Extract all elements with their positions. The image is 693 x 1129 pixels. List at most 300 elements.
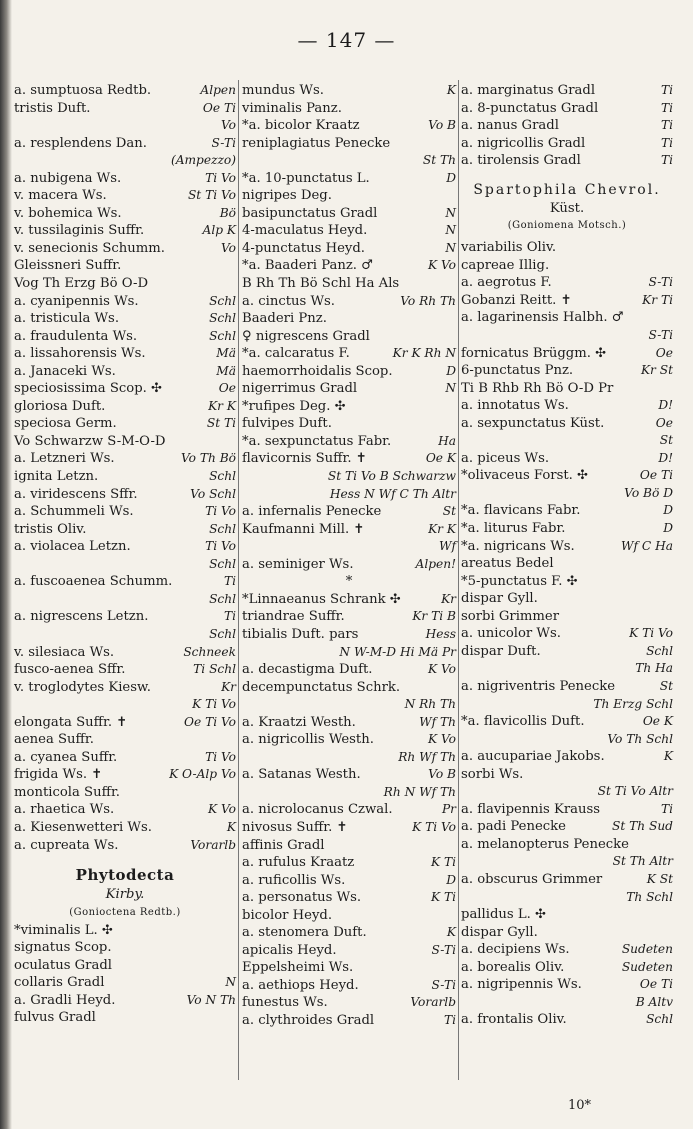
- entry-line: [14, 240, 236, 258]
- genus-heading: Phytodecta: [75, 866, 175, 885]
- entry-name: fusco-aenea Sffr.: [14, 662, 126, 678]
- entry-name: a. 8-punctatus Gradl: [461, 100, 599, 116]
- entry-name: a. personatus Ws.: [242, 890, 362, 906]
- entry-name: a. nanus Gradl: [461, 118, 559, 134]
- entry-name: v. senecionis Schumm.: [14, 240, 165, 256]
- entry-name: areatus Bedel: [461, 556, 554, 572]
- entry-name: viminalis Panz.: [242, 100, 342, 116]
- entry-line: [242, 749, 456, 767]
- entry-line: [461, 1011, 673, 1029]
- entry-line: [461, 82, 673, 100]
- entry-line: [242, 872, 456, 890]
- entry-distribution: Schl: [209, 521, 236, 536]
- entry-name: funestus Ws.: [242, 995, 328, 1011]
- entry-name: *a. Baaderi Panz. ♂: [242, 258, 374, 274]
- entry-distribution: St Th: [422, 153, 456, 168]
- entry-line: [14, 957, 236, 975]
- entry-name: *a. sexpunctatus Fabr.: [242, 433, 392, 449]
- entry-line: [14, 486, 236, 504]
- entry-distribution: Ti: [660, 153, 673, 168]
- entry-distribution: K Ti Vo: [629, 626, 673, 641]
- entry-name: ignita Letzn.: [14, 469, 99, 485]
- entry-line: [242, 187, 456, 205]
- entry-distribution: Oe Ti: [202, 100, 236, 115]
- entry-distribution: Kr Ti B: [412, 609, 456, 624]
- genus-synonym: (Goniomena Motsch.): [507, 220, 627, 232]
- entry-name: a. nigricollis Westh.: [242, 732, 374, 748]
- entry-name: variabilis Oliv.: [461, 240, 557, 256]
- entry-line: [242, 135, 456, 153]
- entry-name: gloriosa Duft.: [14, 398, 106, 414]
- entry-line: [242, 591, 456, 609]
- entry-line: [242, 731, 456, 749]
- entry-line: [461, 327, 673, 345]
- signature-mark: 10*: [568, 1098, 592, 1113]
- entry-line: [461, 941, 673, 959]
- entry-distribution: Schl: [209, 293, 236, 308]
- entry-name: a. innotatus Ws.: [461, 398, 569, 414]
- entry-line: [242, 222, 456, 240]
- entry-line: [14, 293, 236, 311]
- entry-distribution: Ti Vo: [205, 749, 236, 764]
- entry-distribution: K O-Alp Vo: [169, 767, 236, 782]
- entry-line: [461, 485, 673, 503]
- entry-line: [14, 644, 236, 662]
- entry-line: [14, 992, 236, 1010]
- entry-line: [461, 766, 673, 784]
- entry-line: [461, 696, 673, 714]
- entry-name: a. frontalis Oliv.: [461, 1012, 567, 1028]
- entry-distribution: S-Ti: [431, 977, 456, 992]
- entry-distribution: N: [445, 205, 456, 220]
- entry-distribution: Vo Bö D: [624, 485, 673, 500]
- entry-name: a. Janaceki Ws.: [14, 363, 116, 379]
- entry-line: [242, 363, 456, 381]
- entry-distribution: Rh N Wf Th: [383, 784, 456, 799]
- entry-distribution: Sudeten: [621, 959, 673, 974]
- species-list: [242, 82, 456, 1030]
- entry-line: [461, 871, 673, 889]
- entry-distribution: St Th Sud: [612, 819, 673, 834]
- entry-line: [461, 274, 673, 292]
- entry-name: a. violacea Letzn.: [14, 539, 131, 555]
- entry-distribution: Ti Vo: [205, 170, 236, 185]
- entry-distribution: Th Ha: [635, 661, 673, 676]
- entry-distribution: N: [445, 223, 456, 238]
- entry-name: signatus Scop.: [14, 940, 112, 956]
- entry-line: [242, 433, 456, 451]
- page-number: — 147 —: [297, 28, 396, 52]
- entry-distribution: Oe: [655, 415, 673, 430]
- column-3: [461, 82, 673, 1029]
- entry-name: capreae Illig.: [461, 257, 550, 273]
- entry-line: [461, 380, 673, 398]
- entry-line: [461, 239, 673, 257]
- entry-name: Gobanzi Reitt. ✝: [461, 292, 572, 308]
- entry-line: [461, 292, 673, 310]
- entry-name: *a. flavicans Fabr.: [461, 503, 581, 519]
- entry-name: a. cyanea Suffr.: [14, 749, 118, 765]
- entry-distribution: K Ti: [430, 890, 456, 905]
- entry-name: bicolor Heyd.: [242, 907, 333, 923]
- entry-distribution: (Ampezzo): [170, 153, 236, 168]
- species-list: [461, 82, 673, 170]
- entry-name: a. tristicula Ws.: [14, 311, 120, 327]
- entry-distribution: K: [663, 749, 673, 764]
- entry-name: a. melanopterus Penecke: [461, 836, 629, 852]
- entry-distribution: D: [446, 872, 456, 887]
- entry-distribution: Ha: [438, 433, 456, 448]
- entry-distribution: St Ti Vo Altr: [597, 784, 673, 799]
- entry-distribution: Ti: [660, 83, 673, 97]
- entry-name: a. sumptuosa Redtb.: [14, 83, 152, 98]
- entry-name: oculatus Gradl: [14, 957, 113, 973]
- entry-name: Eppelsheimi Ws.: [242, 960, 354, 976]
- entry-name: a. decastigma Duft.: [242, 662, 373, 678]
- entry-name: Kaufmanni Mill. ✝: [242, 521, 365, 537]
- entry-name: fulvipes Duft.: [242, 416, 332, 432]
- entry-name: v. bohemica Ws.: [14, 205, 122, 221]
- entry-line: [461, 117, 673, 135]
- entry-distribution: Pr: [441, 802, 456, 817]
- entry-name: a. seminiger Ws.: [242, 556, 354, 572]
- entry-line: [14, 100, 236, 118]
- entry-name: a. Kraatzi Westh.: [242, 714, 356, 730]
- entry-name: a. borealis Oliv.: [461, 959, 565, 975]
- entry-distribution: D: [446, 363, 456, 378]
- entry-distribution: Bö: [219, 205, 236, 220]
- entry-line: [242, 415, 456, 433]
- entry-line: [14, 152, 236, 170]
- entry-line: [242, 468, 456, 486]
- entry-line: [14, 328, 236, 346]
- entry-distribution: Vo B: [428, 767, 456, 782]
- entry-distribution: St: [442, 504, 456, 519]
- entry-line: [242, 117, 456, 135]
- entry-line: [14, 275, 236, 293]
- entry-name: a. obscurus Grimmer: [461, 871, 603, 887]
- entry-line: [14, 626, 236, 644]
- entry-distribution: Kr St: [640, 363, 673, 378]
- entry-line: [242, 573, 456, 591]
- entry-distribution: S-Ti: [431, 942, 456, 957]
- entry-line: [14, 310, 236, 328]
- entry-distribution: Schl: [209, 591, 236, 606]
- entry-line: [242, 556, 456, 574]
- entry-line: [461, 467, 673, 485]
- entry-name: flavicornis Suffr. ✝: [242, 451, 367, 467]
- entry-distribution: Wf C Ha: [620, 538, 673, 553]
- entry-distribution: Schl: [209, 556, 236, 571]
- entry-distribution: St: [659, 678, 673, 693]
- entry-line: [461, 643, 673, 661]
- entry-line: [242, 521, 456, 539]
- entry-distribution: Vo B: [428, 118, 456, 133]
- entry-line: [14, 939, 236, 957]
- entry-name: a. Satanas Westh.: [242, 767, 361, 783]
- entry-distribution: N Rh Th: [404, 697, 456, 712]
- entry-distribution: N: [445, 381, 456, 396]
- entry-line: [461, 573, 673, 591]
- entry-distribution: D!: [658, 398, 673, 413]
- entry-distribution: Oe: [218, 381, 236, 396]
- entry-name: ♀ nigrescens Gradl: [242, 328, 370, 344]
- entry-line: [461, 976, 673, 994]
- entry-distribution: Ti Vo: [205, 539, 236, 554]
- entry-name: speciosissima Scop. ✣: [14, 381, 163, 397]
- entry-line: [461, 555, 673, 573]
- entry-distribution: St Ti: [206, 416, 236, 431]
- entry-line: [461, 660, 673, 678]
- entry-line: [242, 608, 456, 626]
- entry-line: [14, 82, 236, 100]
- entry-name: a. Letzneri Ws.: [14, 451, 115, 467]
- entry-distribution: Oe K: [425, 451, 456, 466]
- entry-line: [461, 801, 673, 819]
- entry-line: [461, 502, 673, 520]
- entry-name: *a. 10-punctatus L.: [242, 170, 370, 186]
- entry-line: [242, 977, 456, 995]
- entry-line: [242, 310, 456, 328]
- entry-line: [14, 696, 236, 714]
- entry-name: a. aucupariae Jakobs.: [461, 749, 605, 765]
- entry-line: [242, 380, 456, 398]
- entry-distribution: Vo: [220, 118, 236, 133]
- entry-name: a. rhaetica Ws.: [14, 802, 115, 818]
- entry-distribution: Oe K: [642, 714, 673, 729]
- entry-name: a. Kiesenwetteri Ws.: [14, 819, 152, 835]
- entry-line: [14, 257, 236, 275]
- entry-line: [242, 626, 456, 644]
- entry-line: [461, 100, 673, 118]
- entry-distribution: Hess N Wf C Th Altr: [329, 486, 456, 501]
- entry-name: *a. liturus Fabr.: [461, 521, 566, 537]
- entry-distribution: St Ti Vo B Schwarzw: [327, 469, 456, 484]
- entry-line: [242, 696, 456, 714]
- entry-name: *a. bicolor Kraatz: [242, 118, 360, 134]
- entry-name: collaris Gradl: [14, 975, 105, 991]
- entry-distribution: Ti: [660, 118, 673, 133]
- entry-line: [14, 714, 236, 732]
- entry-name: 6-punctatus Pnz.: [461, 363, 574, 379]
- entry-line: [461, 397, 673, 415]
- entry-name: decempunctatus Schrk.: [242, 679, 401, 695]
- entry-distribution: Mä: [216, 346, 236, 361]
- entry-name: a. padi Penecke: [461, 819, 566, 835]
- entry-distribution: Ti: [660, 135, 673, 150]
- species-list: [14, 82, 236, 854]
- entry-line: [242, 994, 456, 1012]
- entry-line: [461, 994, 673, 1012]
- entry-name: a. marginatus Gradl: [461, 83, 596, 98]
- entry-name: *a. nigricans Ws.: [461, 538, 575, 554]
- entry-distribution: Schl: [646, 643, 673, 658]
- entry-distribution: K: [446, 925, 456, 940]
- entry-name: 4-punctatus Heyd.: [242, 240, 365, 256]
- entry-distribution: Vorarlb: [190, 837, 236, 852]
- entry-line: [242, 293, 456, 311]
- entry-line: [14, 1009, 236, 1027]
- entry-distribution: Vo N Th: [186, 992, 236, 1007]
- entry-name: a. cyanipennis Ws.: [14, 293, 139, 309]
- entry-distribution: Alp K: [202, 223, 236, 238]
- entry-line: [242, 924, 456, 942]
- entry-distribution: Vo Th Schl: [607, 731, 673, 746]
- entry-name: *viminalis L. ✣: [14, 922, 113, 938]
- entry-line: [461, 590, 673, 608]
- entry-line: [242, 240, 456, 258]
- entry-name: a. Schummeli Ws.: [14, 504, 134, 520]
- entry-line: [14, 608, 236, 626]
- entry-distribution: Ti: [660, 801, 673, 816]
- entry-name: a. nigrescens Letzn.: [14, 609, 149, 625]
- entry-line: [461, 345, 673, 363]
- entry-name: v. macera Ws.: [14, 188, 107, 204]
- entry-line: [461, 625, 673, 643]
- entry-distribution: Vo: [220, 240, 236, 255]
- entry-line: [461, 678, 673, 696]
- genus-author: Kirby.: [105, 887, 145, 903]
- entry-line: [14, 591, 236, 609]
- entry-line: [14, 398, 236, 416]
- entry-line: [14, 117, 236, 135]
- entry-line: [461, 309, 673, 327]
- entry-name: v. tussilaginis Suffr.: [14, 223, 145, 239]
- entry-line: [461, 836, 673, 854]
- entry-line: [242, 538, 456, 556]
- entry-line: [461, 713, 673, 731]
- entry-distribution: K Ti Vo: [192, 697, 236, 712]
- entry-line: [242, 766, 456, 784]
- entry-line: [461, 152, 673, 170]
- entry-name: mundus Ws.: [242, 83, 324, 98]
- entry-line: [242, 889, 456, 907]
- entry-distribution: Ti: [660, 100, 673, 115]
- entry-distribution: Kr: [441, 591, 456, 606]
- entry-distribution: Ti: [223, 574, 236, 589]
- entry-name: sorbi Ws.: [461, 766, 524, 782]
- entry-line: [461, 432, 673, 450]
- entry-name: tristis Duft.: [14, 100, 91, 116]
- entry-name: haemorrhoidalis Scop.: [242, 363, 393, 379]
- entry-distribution: K Vo: [428, 732, 456, 747]
- entry-line: [242, 275, 456, 293]
- entry-name: apicalis Heyd.: [242, 942, 337, 958]
- entry-distribution: Schl: [209, 469, 236, 484]
- entry-line: [242, 907, 456, 925]
- entry-name: *5-punctatus F. ✣: [461, 573, 578, 589]
- entry-distribution: Sudeten: [621, 942, 673, 957]
- entry-line: [14, 222, 236, 240]
- entry-line: [242, 345, 456, 363]
- entry-distribution: Kr: [221, 679, 236, 694]
- entry-distribution: Oe: [655, 345, 673, 360]
- entry-name: a. fraudulenta Ws.: [14, 328, 138, 344]
- entry-distribution: D: [446, 170, 456, 185]
- entry-name: a. lissahorensis Ws.: [14, 346, 146, 362]
- entry-line: [461, 924, 673, 942]
- entry-line: [14, 801, 236, 819]
- entry-name: a. piceus Ws.: [461, 450, 550, 466]
- entry-name: a. aethiops Heyd.: [242, 977, 359, 993]
- entry-line: [14, 974, 236, 992]
- entry-name: a. nubigena Ws.: [14, 170, 122, 186]
- entry-name: *a. flavicollis Duft.: [461, 714, 585, 730]
- entry-line: [461, 959, 673, 977]
- entry-distribution: St: [659, 433, 673, 448]
- entry-line: [461, 415, 673, 433]
- entry-name: a. nigripennis Ws.: [461, 977, 582, 993]
- entry-distribution: St Ti Vo: [187, 188, 236, 203]
- entry-distribution: Alpen: [200, 83, 236, 97]
- entry-line: [242, 82, 456, 100]
- entry-distribution: K: [226, 819, 236, 834]
- entry-distribution: Schl: [209, 626, 236, 641]
- entry-name: v. silesiaca Ws.: [14, 644, 115, 660]
- entry-line: [14, 766, 236, 784]
- entry-distribution: Kr K Rh N: [392, 346, 456, 361]
- entry-name: a. unicolor Ws.: [461, 626, 561, 642]
- entry-name: frigida Ws. ✝: [14, 767, 103, 783]
- entry-name: monticola Suffr.: [14, 784, 120, 800]
- entry-name: fornicatus Brüggm. ✣: [461, 345, 607, 361]
- entry-line: [14, 922, 236, 940]
- entry-line: [461, 906, 673, 924]
- entry-line: [14, 837, 236, 855]
- entry-line: [461, 362, 673, 380]
- entry-line: [461, 818, 673, 836]
- species-list: [461, 239, 673, 1029]
- entry-distribution: Wf Th: [419, 714, 456, 729]
- entry-distribution: Ti Vo: [205, 504, 236, 519]
- entry-line: [461, 450, 673, 468]
- entry-line: [14, 363, 236, 381]
- entry-name: aenea Suffr.: [14, 732, 94, 748]
- entry-distribution: Kr Ti: [642, 292, 673, 307]
- entry-line: [14, 538, 236, 556]
- entry-name: a. cupreata Ws.: [14, 837, 119, 853]
- entry-line: [461, 748, 673, 766]
- entry-line: [461, 853, 673, 871]
- entry-distribution: Kr K: [428, 521, 456, 536]
- entry-line: [242, 837, 456, 855]
- entry-name: basipunctatus Gradl: [242, 205, 378, 221]
- entry-line: [14, 187, 236, 205]
- entry-line: [14, 415, 236, 433]
- entry-name: v. troglodytes Kiesw.: [14, 679, 151, 695]
- entry-distribution: D!: [658, 450, 673, 465]
- entry-distribution: B Altv: [635, 994, 673, 1009]
- entry-line: [461, 538, 673, 556]
- entry-name: 4-maculatus Heyd.: [242, 223, 368, 239]
- entry-distribution: Vorarlb: [410, 995, 456, 1010]
- entry-name: sorbi Grimmer: [461, 608, 560, 624]
- entry-name: Ti B Rhb Rh Bö O-D Pr: [461, 380, 614, 396]
- entry-line: [14, 345, 236, 363]
- entry-line: [242, 170, 456, 188]
- entry-distribution: S-Ti: [211, 135, 236, 150]
- entry-line: [461, 520, 673, 538]
- column-2: [242, 82, 456, 1030]
- entry-line: [242, 100, 456, 118]
- entry-distribution: Vo Schl: [190, 486, 236, 501]
- entry-line: [242, 644, 456, 662]
- entry-line: [461, 135, 673, 153]
- entry-distribution: Vo Rh Th: [400, 293, 456, 308]
- entry-name: *: [345, 574, 353, 590]
- entry-name: a. nigricollis Gradl: [461, 135, 586, 151]
- entry-name: elongata Suffr. ✝: [14, 714, 128, 730]
